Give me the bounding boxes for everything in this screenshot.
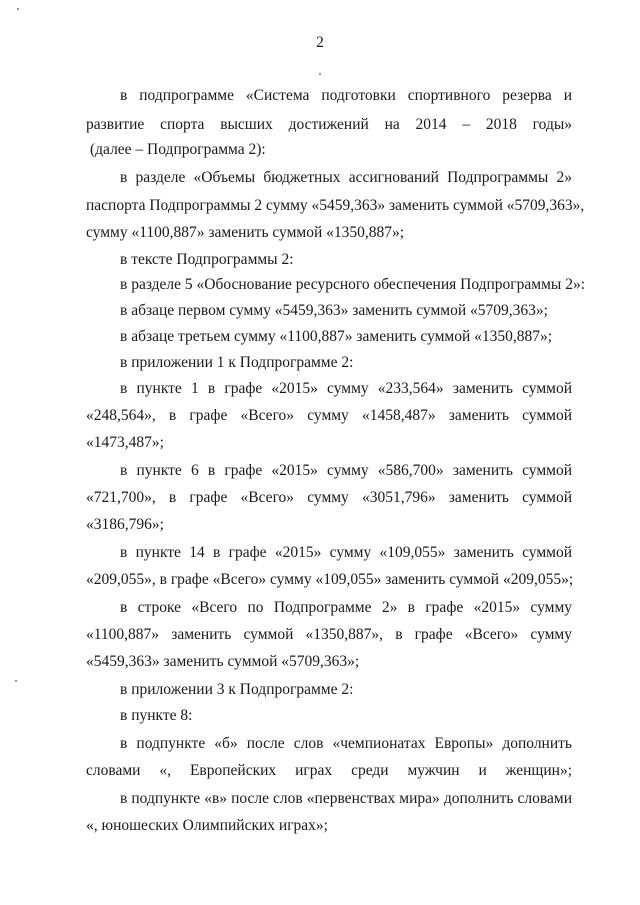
text-line-24: в пункте 8:: [120, 707, 193, 724]
scan-speck: [319, 73, 321, 75]
text-line-6: сумму «1100,887» заменить суммой «1350,887»;: [86, 224, 405, 241]
text-line-2: развитие спорта высших достижений на 2014 – 2018 годы»: [86, 116, 572, 133]
text-line-3: (далее – Подпрограмма 2):: [90, 141, 266, 158]
page-number: 2: [316, 34, 324, 51]
text-line-12: в пункте 1 в графе «2015» сумму «233,564» заменить суммой: [120, 380, 572, 397]
scan-speck: [17, 8, 19, 10]
text-line-5: паспорта Подпрограммы 2 сумму «5459,363» заменить суммой «5709,363»,: [86, 197, 585, 214]
text-line-8: в разделе 5 «Обоснование ресурсного обеспечения Подпрограммы 2»:: [120, 276, 585, 293]
text-line-20: в строке «Всего по Подпрограмме 2» в графе «2015» сумму: [120, 599, 572, 616]
text-line-18: в пункте 14 в графе «2015» сумму «109,055» заменить суммой: [120, 544, 572, 561]
text-line-16: «721,700», в графе «Всего» сумму «3051,796» заменить суммой: [86, 489, 572, 506]
text-line-15: в пункте 6 в графе «2015» сумму «586,700» заменить суммой: [120, 462, 572, 479]
text-line-25: в подпункте «б» после слов «чемпионатах Европы» дополнить: [120, 735, 572, 752]
text-line-17: «3186,796»;: [86, 516, 164, 533]
text-line-13: «248,564», в графе «Всего» сумму «1458,487» заменить суммой: [86, 407, 572, 424]
text-line-1: в подпрограмме «Система подготовки спортивного резерва и: [120, 87, 572, 104]
text-line-27: в подпункте «в» после слов «первенствах мира» дополнить словами: [120, 790, 572, 807]
text-line-23: в приложении 3 к Подпрограмме 2:: [120, 681, 354, 698]
text-line-4: в разделе «Объемы бюджетных ассигнований Подпрограммы 2»: [120, 169, 572, 186]
text-line-11: в приложении 1 к Подпрограмме 2:: [120, 354, 354, 371]
text-line-21: «1100,887» заменить суммой «1350,887», в графе «Всего» сумму: [86, 626, 572, 643]
text-line-19: «209,055», в графе «Всего» сумму «109,055» заменить суммой «209,055»;: [86, 571, 574, 588]
text-line-26: словами «, Европейских играх среди мужчин и женщин»;: [86, 762, 572, 779]
text-line-9: в абзаце первом сумму «5459,363» заменить суммой «5709,363»;: [120, 302, 548, 319]
scan-speck: [15, 680, 17, 682]
text-line-10: в абзаце третьем сумму «1100,887» заменить суммой «1350,887»;: [120, 328, 553, 345]
text-line-28: «, юношеских Олимпийских играх»;: [86, 817, 328, 834]
text-line-22: «5459,363» заменить суммой «5709,363»;: [86, 653, 360, 670]
text-line-7: в тексте Подпрограммы 2:: [120, 251, 294, 268]
text-line-14: «1473,487»;: [86, 434, 164, 451]
